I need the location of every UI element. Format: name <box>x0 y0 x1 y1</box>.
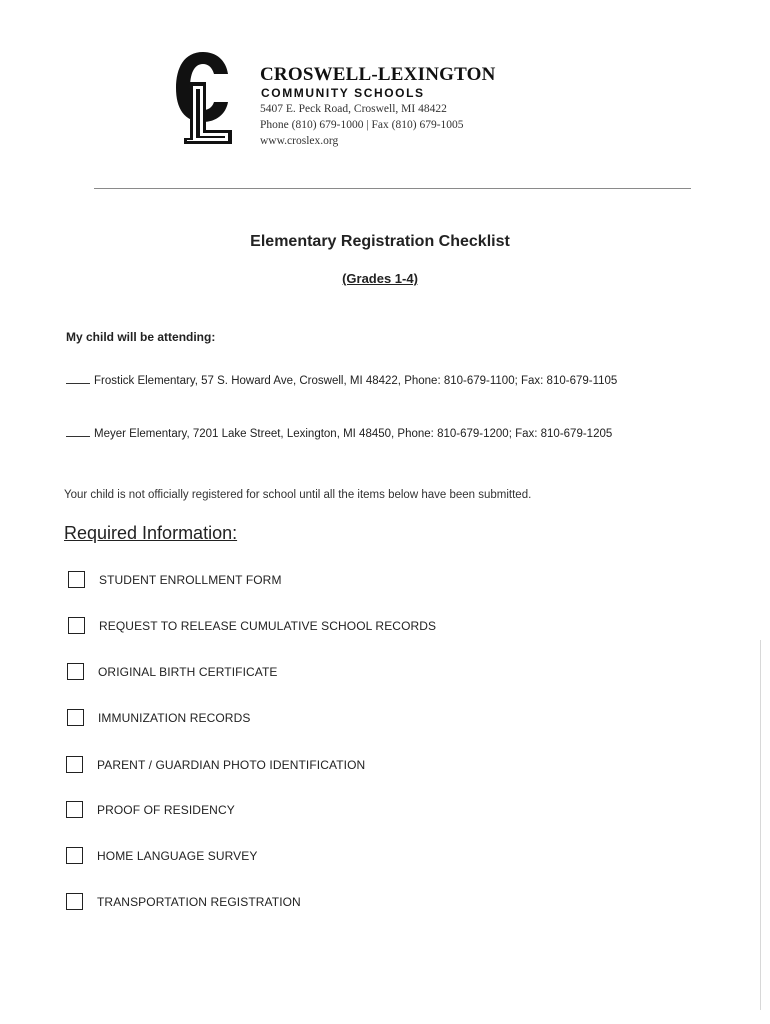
checkbox[interactable] <box>66 893 83 910</box>
document-title: Elementary Registration Checklist <box>250 233 510 250</box>
school-subtitle: COMMUNITY SCHOOLS <box>261 86 425 100</box>
checklist-label: TRANSPORTATION REGISTRATION <box>97 894 301 909</box>
checklist-label: ORIGINAL BIRTH CERTIFICATE <box>98 664 278 679</box>
checklist-label: STUDENT ENROLLMENT FORM <box>99 572 282 587</box>
checklist-item-photo-id <box>66 756 365 773</box>
school-logo <box>170 48 236 148</box>
checklist-label: HOME LANGUAGE SURVEY <box>97 848 258 863</box>
school-option-frostick <box>66 374 617 387</box>
checklist-label: PROOF OF RESIDENCY <box>97 802 235 817</box>
scan-edge-line <box>760 640 761 1010</box>
checklist-item-immunization <box>67 709 250 726</box>
checkbox[interactable] <box>66 847 83 864</box>
checkbox[interactable] <box>66 756 83 773</box>
checkbox[interactable] <box>68 571 85 588</box>
document-subtitle: (Grades 1-4) <box>342 271 418 286</box>
checklist-item-transportation <box>66 893 301 910</box>
registration-notice: Your child is not officially registered for school until all the items below have been submitted. <box>64 489 532 501</box>
checklist-item-birth-certificate <box>67 663 278 680</box>
required-info-heading: Required Information: <box>64 523 238 543</box>
school-option-label: Meyer Elementary, 7201 Lake Street, Lexington, MI 48450, Phone: 810-679-1200; Fax: 810-679-1205 <box>94 428 613 440</box>
fill-in-blank[interactable] <box>66 374 90 384</box>
school-address: 5407 E. Peck Road, Croswell, MI 48422 <box>260 103 447 115</box>
checklist-label: IMMUNIZATION RECORDS <box>98 710 251 725</box>
checkbox[interactable] <box>67 663 84 680</box>
school-option-label: Frostick Elementary, 57 S. Howard Ave, Croswell, MI 48422, Phone: 810-679-1100; Fax: 810-679-1105 <box>94 375 618 387</box>
checkbox[interactable] <box>66 801 83 818</box>
header-divider <box>94 188 691 189</box>
school-name: CROSWELL-LEXINGTON <box>260 64 496 85</box>
fill-in-blank[interactable] <box>66 427 90 437</box>
school-website: www.croslex.org <box>260 135 339 147</box>
school-phone-fax: Phone (810) 679-1000 | Fax (810) 679-1005 <box>260 119 464 131</box>
attending-label: My child will be attending: <box>66 330 216 344</box>
checklist-item-records-release <box>68 617 436 634</box>
checkbox[interactable] <box>67 709 84 726</box>
checklist-item-language-survey <box>66 847 257 864</box>
checklist-label: REQUEST TO RELEASE CUMULATIVE SCHOOL RECORDS <box>99 618 437 633</box>
school-option-meyer <box>66 427 612 440</box>
checklist-item-enrollment-form <box>68 571 282 588</box>
checklist-item-residency <box>66 801 235 818</box>
checkbox[interactable] <box>68 617 85 634</box>
checklist-label: PARENT / GUARDIAN PHOTO IDENTIFICATION <box>97 757 366 772</box>
